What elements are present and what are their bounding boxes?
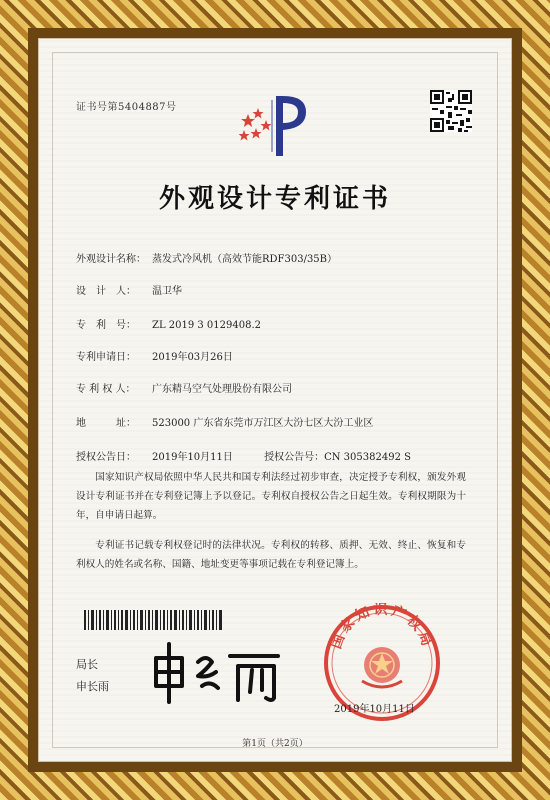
filing-date-value: 2019年03月26日 (152, 352, 233, 363)
address-label: 地 址： (76, 418, 136, 429)
patent-no-label: 专 利 号： (76, 320, 136, 331)
grant-date-label: 授权公告日： (76, 452, 136, 463)
filing-date-row (76, 348, 233, 363)
svg-text:国家知识产权局 (327, 603, 435, 651)
designer-row (76, 282, 182, 297)
designer-label: 设 计 人： (76, 286, 136, 297)
grant-no-value: CN 305382492 S (324, 452, 411, 463)
certificate-paper (38, 38, 512, 762)
patent-no-row (76, 316, 261, 331)
statement-paragraph-2: 专利证书记载专利权登记时的法律状况。专利权的转移、质押、无效、终止、恢复和专利权人的姓名或名称、国籍、地址变更等事项记载在专利登记簿上。 (76, 540, 466, 570)
designer-value: 温卫华 (152, 286, 182, 297)
design-name-value: 蒸发式冷风机（高效节能RDF303/35B） (152, 254, 338, 265)
qr-code-icon (430, 90, 472, 132)
design-name-row (76, 250, 337, 265)
grant-no-label: 授权公告号： (264, 452, 325, 463)
grant-date-value: 2019年10月11日 (152, 452, 233, 463)
design-name-label: 外观设计名称： (76, 254, 146, 265)
grant-row (76, 448, 411, 463)
patent-no-value: ZL 2019 3 0129408.2 (152, 320, 262, 331)
director-signature-icon (146, 636, 286, 706)
seal-text: 国家知识产权局 (328, 603, 436, 652)
seal-date: 2019年10月11日 (334, 704, 415, 715)
page-number: 第1页（共2页） (242, 739, 308, 749)
address-row (76, 414, 373, 429)
director-name: 申长雨 (76, 680, 109, 693)
filing-date-label: 专利申请日： (76, 352, 136, 363)
statement-paragraph-1: 国家知识产权局依照中华人民共和国专利法经过初步审查，决定授予专利权，颁发外观设计专利证书并在专利登记簿上予以登记。专利权自授权公告之日起生效。专利权期限为十年，自申请日起算。 (76, 472, 466, 521)
certificate-number: 证书号第5404887号 (76, 102, 177, 113)
patentee-value: 广东精马空气处理股份有限公司 (152, 384, 292, 395)
address-value: 523000 广东省东莞市万江区大汾七区大汾工业区 (152, 418, 374, 429)
patentee-label: 专 利 权 人： (76, 384, 136, 395)
barcode-icon (84, 610, 224, 630)
patent-office-logo-icon (236, 90, 316, 160)
certificate-title: 外观设计专利证书 (158, 184, 391, 214)
director-title: 局长 (76, 658, 98, 671)
patentee-row (76, 380, 292, 395)
